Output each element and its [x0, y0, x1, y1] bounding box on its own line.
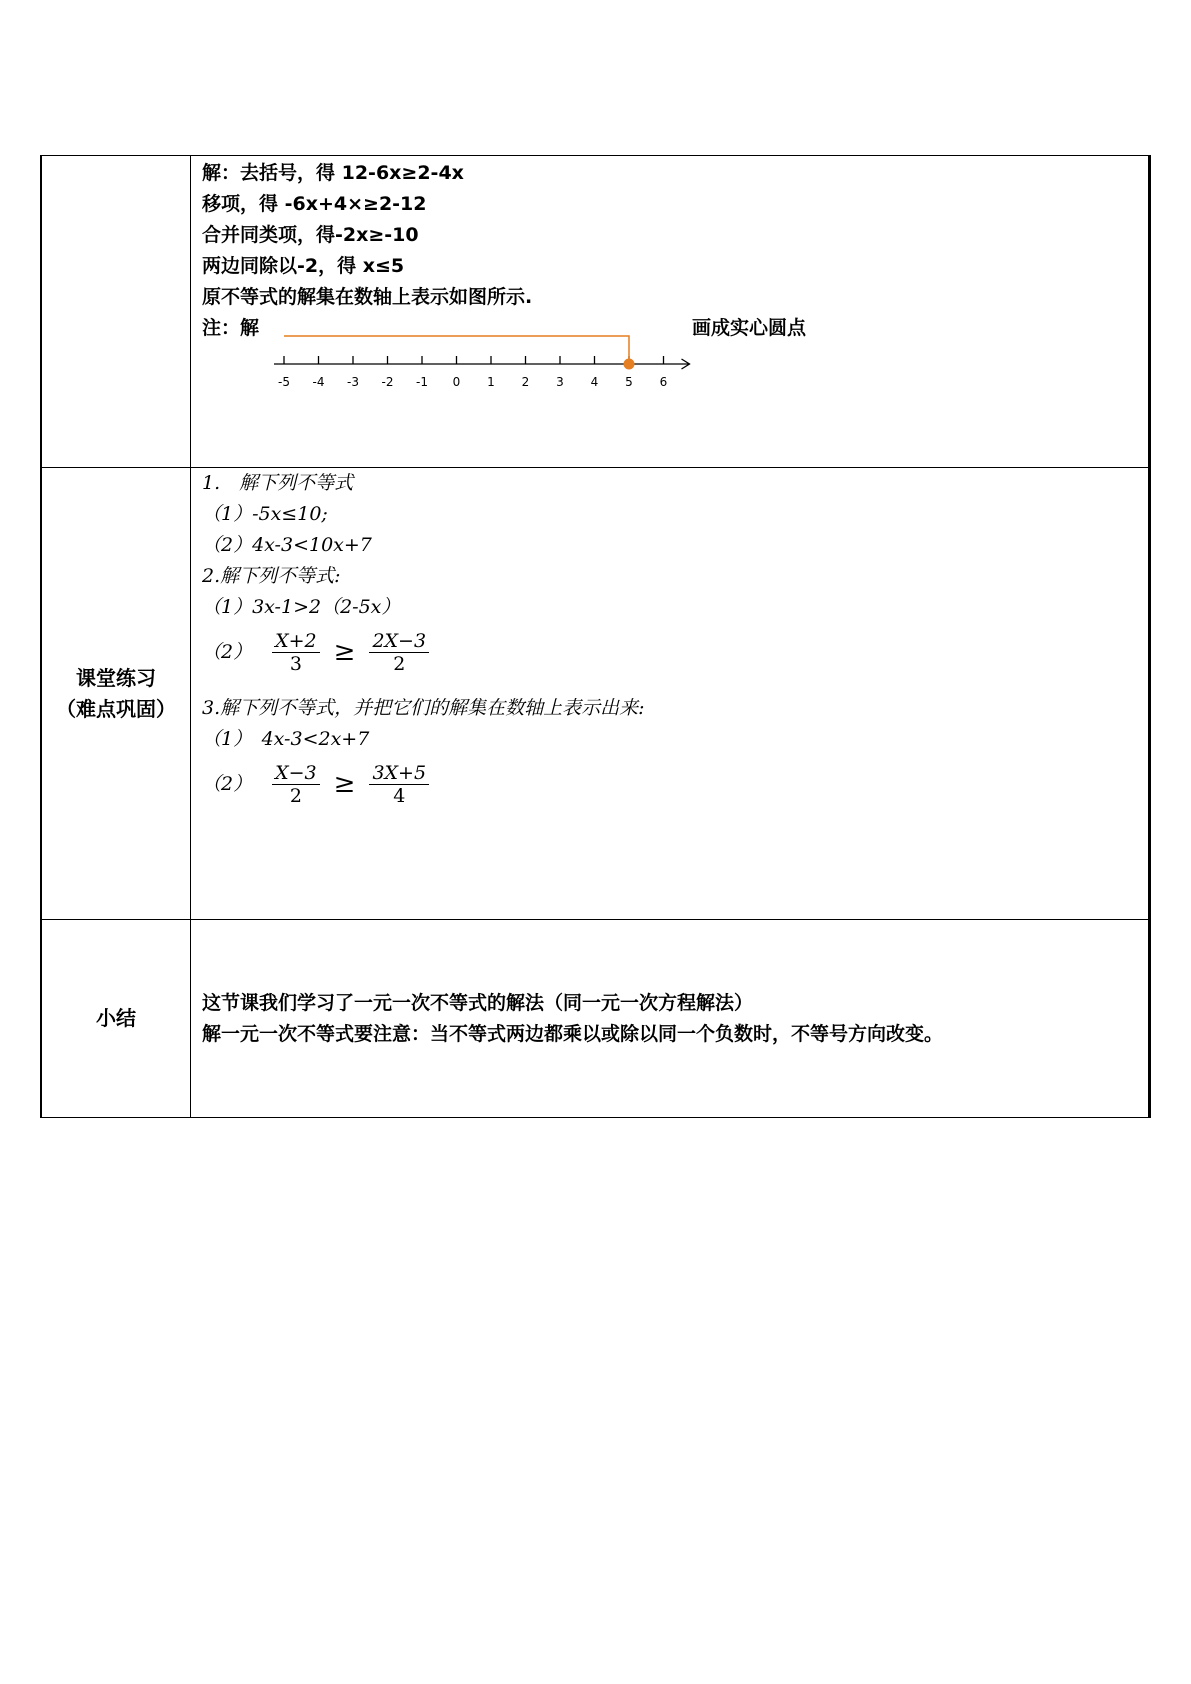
summary-content-cell: [191, 920, 1150, 1118]
solution-step-4: 两边同除以-2，得 x≤5: [202, 255, 405, 277]
solution-step-5: 原不等式的解集在数轴上表示如图所示.: [202, 286, 533, 308]
number-line-tick-label: -2: [381, 375, 394, 389]
note-row: [202, 313, 1138, 389]
summary-line-2: 解一元一次不等式要注意：当不等式两边都乘以或除以同一个负数时，不等号方向改变。: [202, 1023, 944, 1045]
q2-title: 2.解下列不等式:: [202, 565, 341, 587]
q3-left-numerator: X−3: [272, 762, 320, 785]
q2-left-numerator: X+2: [272, 630, 320, 653]
solid-point: [624, 359, 634, 369]
q1-title: 1. 解下列不等式: [202, 472, 354, 494]
q3-right-denominator: 4: [393, 784, 406, 807]
number-line-tick-label: -3: [347, 375, 359, 389]
q3-left-denominator: 2: [289, 784, 302, 807]
number-line-tick-label: 4: [590, 375, 599, 389]
number-line-tick-label: 6: [659, 375, 668, 389]
practice-label: 课堂练习: [76, 665, 156, 690]
number-line: [272, 319, 692, 389]
solution-row: [41, 156, 1150, 468]
solution-content-cell: [191, 156, 1150, 468]
summary-line-1: 这节课我们学习了一元一次不等式的解法（同一元一次方程解法）: [202, 992, 754, 1014]
q2-right-numerator: 2X−3: [369, 630, 429, 653]
practice-sublabel: （难点巩固）: [56, 696, 176, 721]
summary-label-cell: [41, 920, 191, 1118]
q2-part-a: （1）3x-1>2（2-5x）: [202, 596, 401, 618]
practice-label-cell: [41, 468, 191, 920]
q1-part-a: （1）-5x≤10;: [202, 503, 328, 525]
q2-right-fraction: [369, 630, 429, 675]
number-line-tick-label: 1: [487, 375, 495, 389]
solution-label-cell: [41, 156, 191, 468]
q2-part-b-label: （2）: [202, 640, 253, 663]
number-line-tick-label: 2: [521, 375, 530, 389]
q3-relation: ≥: [333, 769, 356, 799]
q3-part-a: （1） 4x-3<2x+7: [202, 728, 370, 750]
q2-part-b: [202, 623, 1138, 681]
q3-right-numerator: 3X+5: [369, 762, 429, 785]
summary-label: 小结: [96, 1006, 136, 1030]
number-line-tick-label: 0: [452, 375, 461, 389]
number-line-tick-label: -5: [278, 375, 290, 389]
practice-content-cell: [191, 468, 1150, 920]
practice-row: [41, 468, 1150, 920]
number-line-tick-label: 3: [556, 375, 564, 389]
note-suffix: 画成实心圆点: [692, 317, 807, 339]
summary-row: [41, 920, 1150, 1118]
lesson-table: [40, 155, 1151, 1118]
number-line-tick-label: -1: [416, 375, 428, 389]
number-line-tick-label: 5: [625, 375, 633, 389]
solution-step-3: 合并同类项，得-2x≥-10: [202, 224, 419, 246]
q2-relation: ≥: [333, 637, 356, 667]
solution-step-1: 解：去括号，得 12-6x≥2-4x: [202, 162, 464, 184]
q3-title: 3.解下列不等式，并把它们的解集在数轴上表示出来:: [202, 697, 645, 719]
q2-right-denominator: 2: [393, 652, 406, 675]
solution-step-2: 移项，得 -6x+4×≥2-12: [202, 193, 427, 215]
q2-left-fraction: [272, 630, 320, 675]
number-line-tick-label: -4: [312, 375, 325, 389]
q2-left-denominator: 3: [289, 652, 302, 675]
note-prefix: 注：解: [202, 317, 260, 339]
q3-part-b-label: （2）: [202, 772, 253, 795]
q3-left-fraction: [272, 762, 320, 807]
q1-part-b: （2）4x-3<10x+7: [202, 534, 372, 556]
q3-right-fraction: [369, 762, 429, 807]
q3-part-b: [202, 755, 1138, 813]
